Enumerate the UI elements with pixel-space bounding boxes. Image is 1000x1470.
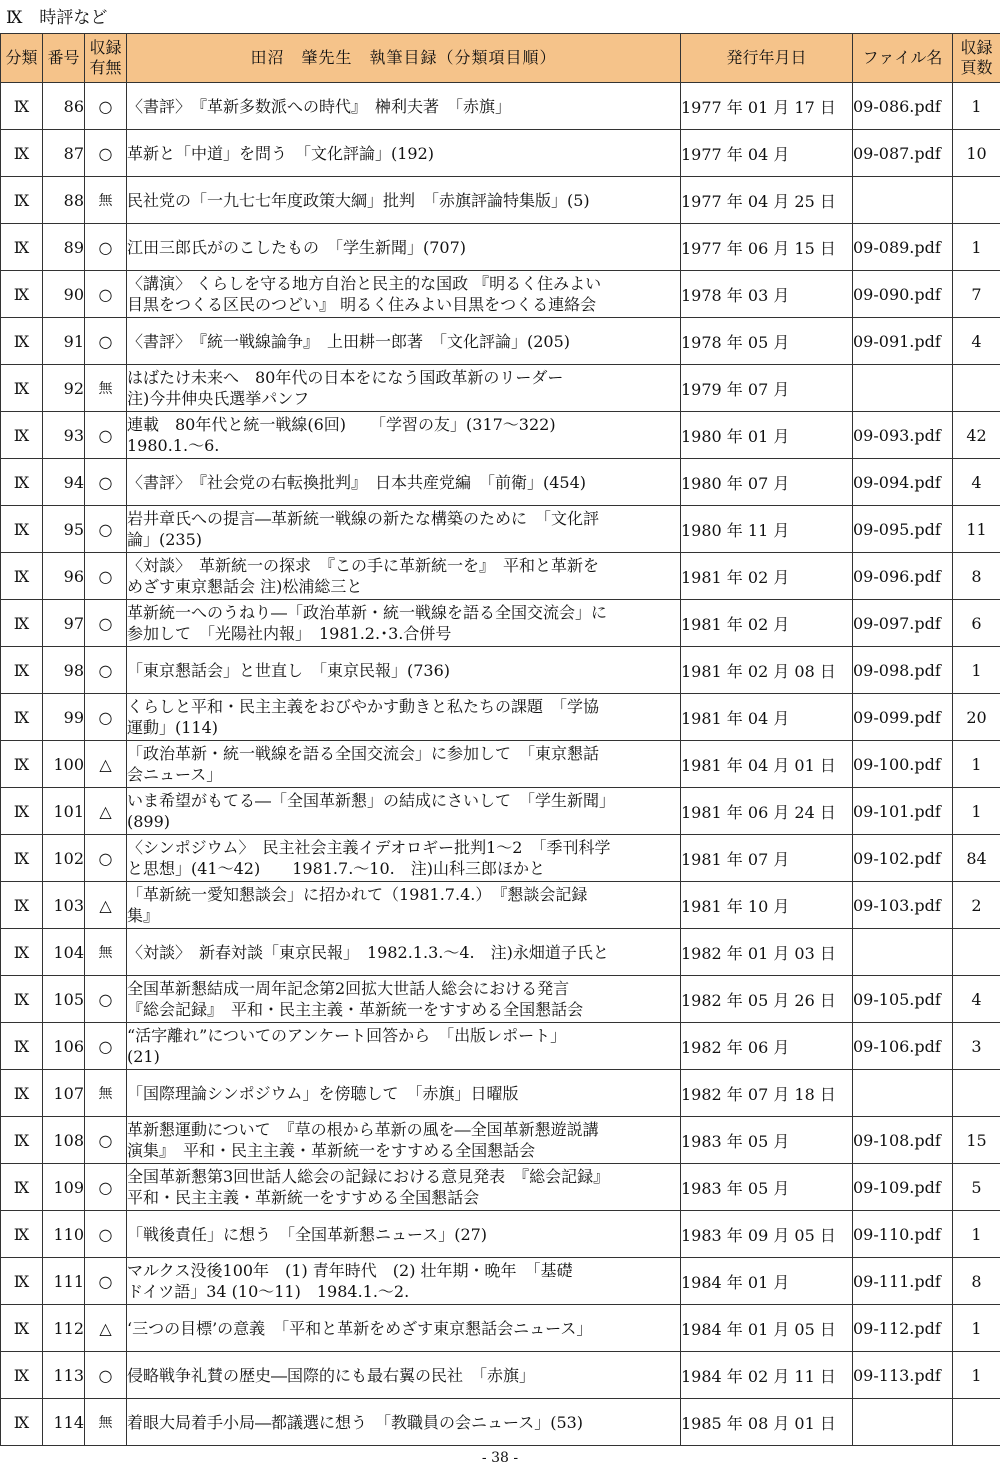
- cell-category: Ⅸ: [1, 647, 43, 694]
- cell-title: 〈対談〉 革新統一の探求 『この手に革新統一を』 平和と革新を めざす東京懇話会 注)松浦総三と: [127, 553, 681, 600]
- cell-title: はばたけ未来へ 80年代の日本をになう国政革新のリーダー 注)今井伸央氏選挙パンフ: [127, 365, 681, 412]
- cell-category: Ⅸ: [1, 553, 43, 600]
- cell-pages: 1: [953, 83, 1000, 130]
- cell-number: 87: [43, 130, 85, 177]
- cell-pages: [953, 929, 1000, 976]
- cell-date: 1981 年 02 月: [681, 600, 853, 647]
- table-row: [1, 553, 1000, 600]
- table-row: [1, 600, 1000, 647]
- cell-recorded: ○: [85, 976, 127, 1023]
- cell-date: 1983 年 05 月: [681, 1164, 853, 1211]
- cell-date: 1985 年 08 月 01 日: [681, 1399, 853, 1446]
- cell-number: 114: [43, 1399, 85, 1446]
- header-date: 発行年月日: [681, 34, 853, 83]
- table-row: [1, 1023, 1000, 1070]
- cell-pages: 8: [953, 1258, 1000, 1305]
- header-recorded: 収録 有無: [85, 34, 127, 83]
- cell-date: 1978 年 05 月: [681, 318, 853, 365]
- cell-date: 1983 年 09 月 05 日: [681, 1211, 853, 1258]
- cell-pages: 1: [953, 1211, 1000, 1258]
- cell-date: 1977 年 06 月 15 日: [681, 224, 853, 271]
- cell-pages: 1: [953, 1352, 1000, 1399]
- cell-date: 1982 年 05 月 26 日: [681, 976, 853, 1023]
- cell-pages: 11: [953, 506, 1000, 553]
- cell-number: 99: [43, 694, 85, 741]
- cell-title: 江田三郎氏がのこしたもの 「学生新聞」(707): [127, 224, 681, 271]
- cell-file: [853, 1399, 953, 1446]
- cell-title: 〈書評〉 『社会党の右転換批判』 日本共産党編 「前衛」(454): [127, 459, 681, 506]
- cell-file: [853, 1070, 953, 1117]
- cell-category: Ⅸ: [1, 600, 43, 647]
- cell-file: 09-094.pdf: [853, 459, 953, 506]
- cell-category: Ⅸ: [1, 365, 43, 412]
- cell-date: 1981 年 02 月: [681, 553, 853, 600]
- cell-title: 全国革新懇第3回世話人総会の記録における意見発表 『総会記録』 平和・民主主義・革新統一をすすめる全国懇話会: [127, 1164, 681, 1211]
- cell-title: 〈書評〉 『統一戦線論争』 上田耕一郎著 「文化評論」(205): [127, 318, 681, 365]
- cell-number: 89: [43, 224, 85, 271]
- header-number: 番号: [43, 34, 85, 83]
- cell-number: 102: [43, 835, 85, 882]
- cell-number: 91: [43, 318, 85, 365]
- page-number: - 38 -: [481, 1450, 519, 1466]
- header-file: ファイル名: [853, 34, 953, 83]
- cell-date: 1980 年 01 月: [681, 412, 853, 459]
- cell-category: Ⅸ: [1, 976, 43, 1023]
- cell-pages: 8: [953, 553, 1000, 600]
- cell-category: Ⅸ: [1, 882, 43, 929]
- cell-number: 109: [43, 1164, 85, 1211]
- cell-number: 92: [43, 365, 85, 412]
- cell-file: 09-098.pdf: [853, 647, 953, 694]
- cell-date: 1982 年 07 月 18 日: [681, 1070, 853, 1117]
- cell-recorded: ○: [85, 83, 127, 130]
- cell-number: 101: [43, 788, 85, 835]
- cell-recorded: ○: [85, 318, 127, 365]
- cell-pages: 1: [953, 1305, 1000, 1352]
- cell-date: 1980 年 07 月: [681, 459, 853, 506]
- cell-date: 1978 年 03 月: [681, 271, 853, 318]
- cell-title: マルクス没後100年 (1) 青年時代 (2) 壮年期・晩年 「基礎 ドイツ語」34 (10～11) 1984.1.～2.: [127, 1258, 681, 1305]
- cell-date: 1981 年 02 月 08 日: [681, 647, 853, 694]
- cell-date: 1981 年 04 月: [681, 694, 853, 741]
- cell-number: 96: [43, 553, 85, 600]
- cell-category: Ⅸ: [1, 224, 43, 271]
- cell-date: 1984 年 01 月 05 日: [681, 1305, 853, 1352]
- table-row: [1, 1399, 1000, 1446]
- table-row: [1, 1352, 1000, 1399]
- cell-category: Ⅸ: [1, 694, 43, 741]
- cell-recorded: 無: [85, 365, 127, 412]
- cell-date: 1981 年 04 月 01 日: [681, 741, 853, 788]
- cell-pages: 1: [953, 788, 1000, 835]
- cell-pages: 6: [953, 600, 1000, 647]
- cell-title: 岩井章氏への提言―革新統一戦線の新たな構築のために 「文化評 論」(235): [127, 506, 681, 553]
- header-pages: 収録 頁数: [953, 34, 1000, 83]
- cell-file: 09-090.pdf: [853, 271, 953, 318]
- cell-file: 09-093.pdf: [853, 412, 953, 459]
- cell-recorded: ○: [85, 1258, 127, 1305]
- cell-category: Ⅸ: [1, 1117, 43, 1164]
- cell-category: Ⅸ: [1, 1305, 43, 1352]
- cell-file: 09-110.pdf: [853, 1211, 953, 1258]
- cell-date: 1977 年 01 月 17 日: [681, 83, 853, 130]
- table-row: [1, 835, 1000, 882]
- cell-pages: 4: [953, 318, 1000, 365]
- cell-title: くらしと平和・民主主義をおびやかす動きと私たちの課題 「学協 運動」(114): [127, 694, 681, 741]
- cell-title: 「東京懇話会」と世直し 「東京民報」(736): [127, 647, 681, 694]
- cell-category: Ⅸ: [1, 506, 43, 553]
- cell-category: Ⅸ: [1, 177, 43, 224]
- cell-date: 1984 年 01 月: [681, 1258, 853, 1305]
- cell-number: 108: [43, 1117, 85, 1164]
- cell-category: Ⅸ: [1, 1070, 43, 1117]
- cell-number: 95: [43, 506, 85, 553]
- header-category: 分類: [1, 34, 43, 83]
- cell-recorded: ○: [85, 224, 127, 271]
- cell-pages: 42: [953, 412, 1000, 459]
- cell-file: 09-103.pdf: [853, 882, 953, 929]
- catalog-body: [1, 83, 1000, 1446]
- cell-date: 1979 年 07 月: [681, 365, 853, 412]
- cell-category: Ⅸ: [1, 459, 43, 506]
- cell-file: 09-100.pdf: [853, 741, 953, 788]
- cell-category: Ⅸ: [1, 1399, 43, 1446]
- cell-title: 「戦後責任」に想う 「全国革新懇ニュース」(27): [127, 1211, 681, 1258]
- cell-file: [853, 365, 953, 412]
- cell-number: 110: [43, 1211, 85, 1258]
- cell-file: 09-089.pdf: [853, 224, 953, 271]
- cell-title: 民社党の「一九七七年度政策大綱」批判 「赤旗評論特集版」(5): [127, 177, 681, 224]
- table-row: [1, 976, 1000, 1023]
- cell-file: 09-106.pdf: [853, 1023, 953, 1070]
- cell-number: 97: [43, 600, 85, 647]
- cell-file: [853, 177, 953, 224]
- cell-recorded: ○: [85, 130, 127, 177]
- table-row: [1, 459, 1000, 506]
- cell-category: Ⅸ: [1, 929, 43, 976]
- table-row: [1, 271, 1000, 318]
- table-row: [1, 1305, 1000, 1352]
- cell-pages: 2: [953, 882, 1000, 929]
- cell-pages: 4: [953, 459, 1000, 506]
- cell-pages: 20: [953, 694, 1000, 741]
- cell-date: 1977 年 04 月: [681, 130, 853, 177]
- cell-pages: [953, 365, 1000, 412]
- cell-category: Ⅸ: [1, 83, 43, 130]
- cell-recorded: ○: [85, 835, 127, 882]
- cell-date: 1984 年 02 月 11 日: [681, 1352, 853, 1399]
- cell-recorded: ○: [85, 271, 127, 318]
- section-title: Ⅸ 時評など: [6, 8, 108, 28]
- table-row: [1, 882, 1000, 929]
- cell-file: [853, 929, 953, 976]
- header-row: [1, 34, 1000, 83]
- cell-recorded: ○: [85, 1211, 127, 1258]
- cell-date: 1977 年 04 月 25 日: [681, 177, 853, 224]
- cell-category: Ⅸ: [1, 271, 43, 318]
- cell-title: 革新懇運動について 『草の根から革新の風を―全国革新懇遊説講 演集』 平和・民主主義・革新統一をすすめる全国懇話会: [127, 1117, 681, 1164]
- cell-pages: 1: [953, 224, 1000, 271]
- cell-recorded: ○: [85, 600, 127, 647]
- cell-category: Ⅸ: [1, 412, 43, 459]
- cell-pages: 1: [953, 741, 1000, 788]
- cell-category: Ⅸ: [1, 318, 43, 365]
- table-row: [1, 224, 1000, 271]
- cell-recorded: △: [85, 882, 127, 929]
- cell-category: Ⅸ: [1, 1164, 43, 1211]
- cell-recorded: ○: [85, 553, 127, 600]
- cell-title: 「国際理論シンポジウム」を傍聴して 「赤旗」日曜版: [127, 1070, 681, 1117]
- table-row: [1, 177, 1000, 224]
- table-row: [1, 1211, 1000, 1258]
- cell-number: 105: [43, 976, 85, 1023]
- cell-recorded: ○: [85, 412, 127, 459]
- table-row: [1, 365, 1000, 412]
- cell-recorded: 無: [85, 929, 127, 976]
- cell-number: 93: [43, 412, 85, 459]
- cell-title: 「政治革新・統一戦線を語る全国交流会」に参加して 「東京懇話 会ニュース」: [127, 741, 681, 788]
- cell-pages: [953, 177, 1000, 224]
- cell-date: 1982 年 06 月: [681, 1023, 853, 1070]
- table-row: [1, 1117, 1000, 1164]
- cell-title: “活字離れ”についてのアンケート回答から 「出版レポート」 (21): [127, 1023, 681, 1070]
- cell-file: 09-097.pdf: [853, 600, 953, 647]
- cell-recorded: 無: [85, 1070, 127, 1117]
- cell-recorded: 無: [85, 1399, 127, 1446]
- table-row: [1, 1070, 1000, 1117]
- cell-recorded: ○: [85, 694, 127, 741]
- cell-number: 104: [43, 929, 85, 976]
- cell-file: 09-111.pdf: [853, 1258, 953, 1305]
- cell-recorded: △: [85, 741, 127, 788]
- cell-title: ‘三つの目標’の意義 「平和と革新をめざす東京懇話会ニュース」: [127, 1305, 681, 1352]
- cell-recorded: ○: [85, 647, 127, 694]
- table-row: [1, 412, 1000, 459]
- cell-file: 09-095.pdf: [853, 506, 953, 553]
- cell-file: 09-113.pdf: [853, 1352, 953, 1399]
- cell-category: Ⅸ: [1, 1352, 43, 1399]
- cell-pages: 84: [953, 835, 1000, 882]
- header-title: 田沼 肇先生 執筆目録（分類項目順）: [127, 34, 681, 83]
- cell-title: 全国革新懇結成一周年記念第2回拡大世話人総会における発言 『総会記録』 平和・民主主義・革新統一をすすめる全国懇話会: [127, 976, 681, 1023]
- cell-number: 112: [43, 1305, 85, 1352]
- cell-title: 侵略戦争礼賛の歴史―国際的にも最右翼の民社 「赤旗」: [127, 1352, 681, 1399]
- cell-file: 09-086.pdf: [853, 83, 953, 130]
- table-row: [1, 741, 1000, 788]
- cell-recorded: △: [85, 788, 127, 835]
- cell-number: 100: [43, 741, 85, 788]
- cell-pages: 5: [953, 1164, 1000, 1211]
- cell-category: Ⅸ: [1, 741, 43, 788]
- cell-recorded: △: [85, 1305, 127, 1352]
- cell-pages: 10: [953, 130, 1000, 177]
- cell-recorded: ○: [85, 1164, 127, 1211]
- cell-pages: 4: [953, 976, 1000, 1023]
- cell-recorded: ○: [85, 1023, 127, 1070]
- cell-file: 09-112.pdf: [853, 1305, 953, 1352]
- cell-title: 「革新統一愛知懇談会」に招かれて（1981.7.4.） 『懇談会記録 集』: [127, 882, 681, 929]
- cell-category: Ⅸ: [1, 1023, 43, 1070]
- table-row: [1, 1164, 1000, 1211]
- cell-file: 09-109.pdf: [853, 1164, 953, 1211]
- table-row: [1, 788, 1000, 835]
- cell-number: 94: [43, 459, 85, 506]
- cell-recorded: 無: [85, 177, 127, 224]
- cell-recorded: ○: [85, 459, 127, 506]
- cell-title: 〈講演〉 くらしを守る地方自治と民主的な国政 『明るく住みよい 目黒をつくる区民のつどい』 明るく住みよい目黒をつくる連絡会: [127, 271, 681, 318]
- cell-pages: 7: [953, 271, 1000, 318]
- table-row: [1, 318, 1000, 365]
- cell-pages: [953, 1070, 1000, 1117]
- cell-file: 09-101.pdf: [853, 788, 953, 835]
- cell-file: 09-087.pdf: [853, 130, 953, 177]
- cell-category: Ⅸ: [1, 1258, 43, 1305]
- cell-number: 86: [43, 83, 85, 130]
- cell-title: いま希望がもてる―「全国革新懇」の結成にさいして 「学生新聞」 (899): [127, 788, 681, 835]
- cell-pages: [953, 1399, 1000, 1446]
- table-row: [1, 83, 1000, 130]
- cell-title: 革新統一へのうねり―「政治革新・統一戦線を語る全国交流会」に 参加して 「光陽社内報」 1981.2.･3.合併号: [127, 600, 681, 647]
- cell-number: 111: [43, 1258, 85, 1305]
- cell-file: 09-096.pdf: [853, 553, 953, 600]
- cell-date: 1981 年 07 月: [681, 835, 853, 882]
- cell-title: 〈書評〉 『革新多数派への時代』 榊利夫著 「赤旗」: [127, 83, 681, 130]
- cell-number: 103: [43, 882, 85, 929]
- cell-title: 〈対談〉 新春対談「東京民報」 1982.1.3.～4. 注)永畑道子氏と: [127, 929, 681, 976]
- cell-file: 09-102.pdf: [853, 835, 953, 882]
- cell-number: 88: [43, 177, 85, 224]
- cell-file: 09-105.pdf: [853, 976, 953, 1023]
- table-row: [1, 647, 1000, 694]
- cell-category: Ⅸ: [1, 835, 43, 882]
- cell-file: 09-099.pdf: [853, 694, 953, 741]
- cell-title: 着眼大局着手小局―都議選に想う 「教職員の会ニュース」(53): [127, 1399, 681, 1446]
- table-row: [1, 130, 1000, 177]
- cell-date: 1980 年 11 月: [681, 506, 853, 553]
- cell-category: Ⅸ: [1, 130, 43, 177]
- cell-file: 09-091.pdf: [853, 318, 953, 365]
- cell-date: 1981 年 06 月 24 日: [681, 788, 853, 835]
- cell-recorded: ○: [85, 506, 127, 553]
- cell-pages: 1: [953, 647, 1000, 694]
- cell-title: 〈シンポジウム〉 民主社会主義イデオロギー批判1～2 「季刊科学 と思想」(41～42) 1981.7.～10. 注)山科三郎ほかと: [127, 835, 681, 882]
- cell-number: 107: [43, 1070, 85, 1117]
- cell-number: 90: [43, 271, 85, 318]
- cell-title: 連載 80年代と統一戦線(6回) 「学習の友」(317～322) 1980.1.～6.: [127, 412, 681, 459]
- table-row: [1, 506, 1000, 553]
- cell-category: Ⅸ: [1, 1211, 43, 1258]
- cell-file: 09-108.pdf: [853, 1117, 953, 1164]
- cell-date: 1981 年 10 月: [681, 882, 853, 929]
- cell-date: 1982 年 01 月 03 日: [681, 929, 853, 976]
- cell-number: 98: [43, 647, 85, 694]
- cell-pages: 15: [953, 1117, 1000, 1164]
- table-row: [1, 1258, 1000, 1305]
- cell-number: 106: [43, 1023, 85, 1070]
- cell-recorded: ○: [85, 1352, 127, 1399]
- cell-pages: 3: [953, 1023, 1000, 1070]
- cell-number: 113: [43, 1352, 85, 1399]
- cell-date: 1983 年 05 月: [681, 1117, 853, 1164]
- cell-title: 革新と「中道」を問う 「文化評論」(192): [127, 130, 681, 177]
- table-row: [1, 694, 1000, 741]
- table-row: [1, 929, 1000, 976]
- catalog-table: [0, 33, 1000, 1446]
- cell-recorded: ○: [85, 1117, 127, 1164]
- cell-category: Ⅸ: [1, 788, 43, 835]
